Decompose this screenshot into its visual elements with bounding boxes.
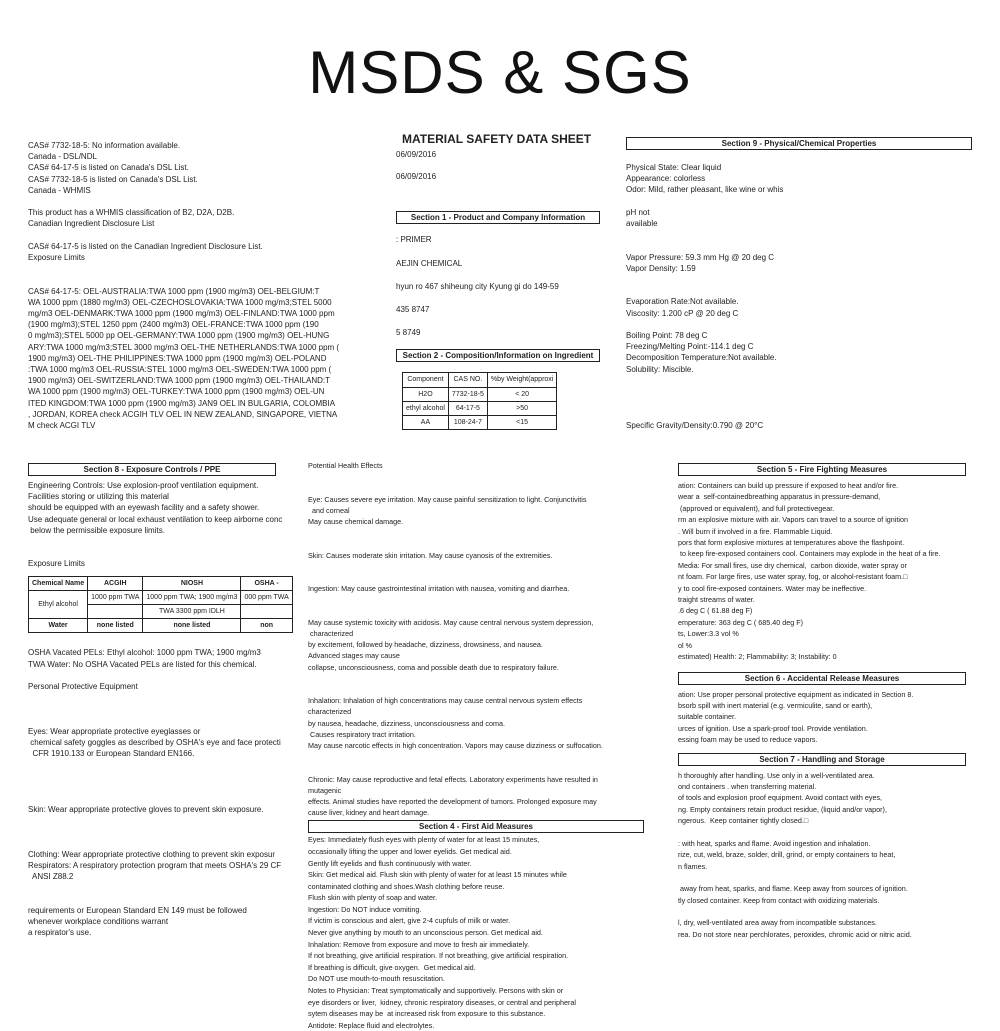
text-line: [308, 762, 644, 773]
text-line: , JORDAN, KOREA check ACGIH TLV OEL IN NEW ZEALAND, SINGAPORE, VIETNA: [28, 409, 338, 419]
composition-header-row: [403, 373, 557, 387]
text-line: Eye: Causes severe eye irritation. May cause painful sensitization to light. Conjunctivitis: [308, 494, 587, 504]
text-line: Advanced stages may cause: [308, 651, 400, 661]
text-line: : with heat, sparks and flame. Avoid ingestion and inhalation.: [678, 838, 871, 848]
text-line: Odor: Mild, rather pleasant, like wine or whis: [626, 185, 784, 195]
text-line: WA 1000 ppm (1900 mg/m3) OEL-TURKEY:TWA 1000 ppm (1900 mg/m3) OEL-UN: [28, 387, 325, 397]
text-line: Eyes: Immediately flush eyes with plenty of water for at least 15 minutes,: [308, 835, 540, 845]
doc-fragment-health-first-aid: [308, 460, 644, 1030]
col-chemical-name: Chemical Name: [29, 576, 88, 590]
text-line: Flush skin with plenty of soap and water.: [308, 893, 438, 903]
section-5-lines: [678, 480, 966, 663]
phone-number: 435 8747: [396, 305, 430, 315]
text-line: [28, 838, 276, 849]
text-line: and corneal: [308, 505, 350, 515]
table-cell: 1000 ppm TWA; 1900 mg/m3: [143, 590, 241, 604]
table-cell: 7732-18-5: [448, 387, 487, 401]
text-line: [28, 547, 276, 558]
text-line: CAS# 64-17-5: OEL-AUSTRALIA:TWA 1000 ppm (1900 mg/m3) OEL-BELGIUM:T: [28, 286, 320, 296]
text-line: ITED KINGDOM:TWA 1000 ppm (1900 mg/m3) JAN9 OEL IN BULGARIA, COLOMBIA: [28, 398, 336, 408]
text-line: [308, 471, 644, 482]
text-line: ation: Containers can build up pressure if exposed to heat and/or fire.: [678, 481, 899, 490]
text-line: pors that form explosive mixtures at temperatures above the flashpoint.: [678, 538, 905, 548]
text-line: [28, 883, 276, 894]
text-line: Ingestion: Do NOT induce vomiting.: [308, 904, 422, 914]
table-cell: H2O: [403, 387, 449, 401]
text-line: Canadian Ingredient Disclosure List: [28, 219, 155, 229]
text-line: May cause systemic toxicity with acidosis. May cause central nervous system depression,: [308, 617, 594, 627]
exposure-limits-table: [28, 576, 293, 634]
section-6-lines: [678, 689, 966, 746]
text-line: estimated) Health: 2; Flammability: 3; Instability: 0: [678, 652, 837, 662]
text-line: pH not: [626, 207, 650, 217]
text-line: Canada - WHMIS: [28, 185, 91, 195]
text-line: Decomposition Temperature:Not available.: [626, 353, 777, 363]
section-8-lines-a: [28, 480, 283, 570]
text-line: Skin: Wear appropriate protective gloves to prevent skin exposure.: [28, 805, 264, 815]
section-1-heading: Section 1 - Product and Company Information: [396, 211, 600, 224]
text-line: Inhalation: Remove from exposure and move to fresh air immediately.: [308, 939, 530, 949]
text-line: ol %: [678, 640, 692, 650]
col-weight: %by Weight(approxi: [487, 373, 557, 387]
first-aid-lines: [308, 834, 644, 1031]
text-line: [28, 782, 276, 793]
company-address: hyun ro 467 shiheung city Kyung gi do 149-59: [396, 281, 559, 291]
text-line: Media: For small fires, use dry chemical, carbon dioxide, water spray or: [678, 560, 907, 570]
text-line: 1900 mg/m3) OEL-SWITZERLAND:TWA 1000 ppm (1900 mg/m3) OEL-THAILAND:T: [28, 376, 331, 386]
text-line: [28, 703, 276, 714]
text-line: [28, 827, 276, 838]
doc-fragment-sections-5-7: [678, 460, 966, 940]
text-line: n flames.: [678, 861, 708, 871]
text-line: WA 1000 ppm (1880 mg/m3) OEL-CZECHOSLOVAKIA:TWA 1000 mg/m3;STEL 5000: [28, 297, 332, 307]
text-line: 0 mg/m3);STEL 5000 pp OEL-GERMANY:TWA 1000 ppm (1900 mg/m3) OEL-HUNG: [28, 331, 330, 341]
product-name: : PRIMER: [396, 235, 432, 245]
text-line: May cause chemical damage.: [308, 516, 404, 526]
text-line: tly closed container. Keep from contact with oxidizing materials.: [678, 895, 880, 905]
text-line: ts, Lower:3.3 vol %: [678, 629, 739, 639]
text-line: rize, cut, weld, braze, solder, drill, grind, or empty containers to heat,: [678, 850, 896, 860]
text-line: Skin: Causes moderate skin irritation. May cause cyanosis of the extremities.: [308, 550, 553, 560]
text-line: wear a self-containedbreathing apparatus in pressure-demand,: [678, 492, 881, 502]
table-cell: 1000 ppm TWA: [88, 590, 143, 604]
text-line: Specific Gravity/Density:0.790 @ 20°C: [626, 420, 764, 430]
table-cell: >50: [487, 401, 557, 415]
text-line: l, dry, well-ventilated area away from incompatible substances.: [678, 918, 877, 928]
table-row: [29, 619, 293, 633]
text-line: [678, 906, 966, 917]
text-line: Causes respiratory tract irritation.: [308, 729, 416, 739]
text-line: Vapor Density: 1.59: [626, 263, 696, 273]
text-line: CAS# 64-17-5 is listed on Canada's DSL List.: [28, 163, 189, 173]
text-line: Use adequate general or local exhaust ventilation to keep airborne conc: [28, 514, 283, 524]
col-osha: OSHA -: [241, 576, 292, 590]
text-line: [28, 536, 276, 547]
text-line: ANSI Z88.2: [28, 872, 74, 882]
text-line: essing foam may be used to reduce vapors.: [678, 735, 818, 745]
text-line: y to cool fire-exposed containers. Water may be ineffective.: [678, 583, 867, 593]
table-cell: AA: [403, 416, 449, 430]
text-line: occasionally lifting the upper and lower eyelids. Get medical aid.: [308, 846, 512, 856]
text-line: Potential Health Effects: [308, 461, 383, 470]
text-line: away from heat, sparks, and flame. Keep away from sources of ignition.: [678, 884, 908, 894]
text-line: [308, 482, 644, 493]
text-line: Vapor Pressure: 59.3 mm Hg @ 20 deg C: [626, 252, 775, 262]
regulatory-lines: [28, 140, 340, 431]
doc-fragment-msds-header: [396, 132, 600, 428]
section-7-lines: [678, 770, 966, 940]
text-line: mg/m3 OEL-DENMARK:TWA 1000 ppm (1900 mg/m3) OEL-FINLAND:TWA 1000 ppm: [28, 308, 335, 318]
text-line: eye disorders or liver, kidney, chronic respiratory diseases, or central and peripheral: [308, 997, 576, 1007]
table-cell: 000 ppm TWA: [241, 590, 292, 604]
text-line: Antidote: Replace fluid and electrolytes.: [308, 1020, 435, 1030]
table-cell: 64-17-5: [448, 401, 487, 415]
text-line: [308, 561, 644, 572]
table-cell: Water: [29, 619, 88, 633]
text-line: . Will burn if involved in a fire. Flammable Liquid.: [678, 526, 833, 536]
col-acgih: ACGIH: [88, 576, 143, 590]
text-line: :TWA 1000 mg/m3 OEL-RUSSIA:STEL 1000 mg/m3 OEL-SWEDEN:TWA 1000 ppm (: [28, 365, 332, 374]
text-line: Notes to Physician: Treat symptomatically and supportively. Persons with skin or: [308, 986, 564, 996]
text-line: [626, 397, 972, 408]
table-cell: < 20: [487, 387, 557, 401]
table-cell: 108-24-7: [448, 416, 487, 430]
section-7-heading: Section 7 - Handling and Storage: [678, 753, 966, 766]
text-line: OSHA Vacated PELs: Ethyl alcohol: 1000 ppm TWA; 1900 mg/m3: [28, 648, 261, 658]
section-4-heading: Section 4 - First Aid Measures: [308, 820, 644, 833]
text-line: [626, 386, 972, 397]
text-line: mutagenic: [308, 785, 342, 795]
text-line: [678, 872, 966, 883]
text-line: contaminated clothing and shoes.Wash clothing before reuse.: [308, 881, 505, 891]
text-line: characterized: [308, 707, 352, 717]
text-line: CAS# 7732-18-5 is listed on Canada's DSL List.: [28, 174, 198, 184]
table-cell: none listed: [88, 619, 143, 633]
text-line: should be equipped with an eyewash facility and a safety shower.: [28, 503, 260, 513]
text-line: Evaporation Rate:Not available.: [626, 297, 739, 307]
text-line: Boiling Point: 78 deg C: [626, 330, 708, 340]
text-line: CAS# 7732-18-5: No information available.: [28, 141, 181, 150]
text-line: bsorb spill with inert material (e.g. vermiculite, sand or earth),: [678, 700, 873, 710]
text-line: of tools and explosion proof equipment. Avoid contact with eyes,: [678, 793, 883, 803]
text-line: rm an explosive mixture with air. Vapors can travel to a source of ignition: [678, 515, 908, 525]
text-line: rea. Do not store near perchlorates, peroxides, chromic acid or nitric acid.: [678, 929, 912, 939]
doc-fragment-section-8: [28, 460, 289, 938]
company-name: AEJIN CHEMICAL: [396, 258, 463, 268]
text-line: [28, 263, 324, 274]
text-line: Gently lift eyelids and flush continuously with water.: [308, 858, 472, 868]
text-line: Respirators: A respiratory protection program that meets OSHA's 29 CF: [28, 861, 282, 871]
text-line: Facilities storing or utilizing this material: [28, 492, 169, 502]
table-cell: [88, 605, 143, 619]
text-line: ng. Empty containers retain product residue, (liquid and/or vapor),: [678, 804, 887, 814]
doc-fragment-section-9: [626, 134, 972, 430]
text-line: emperature: 363 deg C ( 685.40 deg F): [678, 617, 804, 627]
table-cell: [241, 605, 292, 619]
text-line: Engineering Controls: Use explosion-proof ventilation equipment.: [28, 481, 259, 490]
table-cell: Ethyl alcohol: [29, 590, 88, 618]
text-line: [626, 319, 972, 330]
section-9-lines: [626, 162, 972, 431]
text-line: a respirator's use.: [28, 928, 92, 938]
text-line: ation: Use proper personal protective equipment as indicated in Section 8.: [678, 689, 914, 699]
text-line: If breathing is difficult, give oxygen. Get medical aid.: [308, 962, 476, 972]
text-line: requirements or European Standard EN 149 must be followed: [28, 905, 247, 915]
section-2-heading: Section 2 - Composition/Information on Ingredient: [396, 349, 600, 362]
text-line: [28, 230, 324, 241]
col-cas-no: CAS NO.: [448, 373, 487, 387]
fax-number: 5 8749: [396, 328, 421, 338]
text-line: collapse, unconsciousness, coma and possible death due to respiratory failure.: [308, 662, 559, 672]
text-line: Never give anything by mouth to an unconscious person. Get medical aid.: [308, 928, 543, 938]
health-effects-lines: [308, 460, 644, 818]
text-line: [308, 527, 644, 538]
text-line: Do NOT use mouth-to-mouth resuscitation.: [308, 974, 445, 984]
text-line: (approved or equivalent), and full protectivegear.: [678, 503, 835, 513]
table-cell: non: [241, 619, 292, 633]
table-row: [403, 401, 557, 415]
text-line: [28, 196, 324, 207]
text-line: [626, 408, 972, 419]
text-line: .6 deg C ( 61.88 deg F): [678, 606, 753, 616]
table-cell: TWA 3300 ppm IDLH: [143, 605, 241, 619]
text-line: urces of ignition. Use a spark-proof tool. Provide ventilation.: [678, 723, 868, 733]
revision-date: 06/09/2016: [396, 150, 437, 159]
text-line: M check ACGI TLV: [28, 421, 96, 431]
text-line: [678, 827, 966, 838]
text-line: by nausea, headache, dizziness, unconsciousness and coma.: [308, 718, 505, 728]
text-line: [626, 229, 972, 240]
text-line: h thoroughly after handling. Use only in a well-ventilated area.: [678, 770, 875, 780]
text-line: suitable container.: [678, 712, 736, 722]
table-row: [29, 590, 293, 604]
text-line: Canada - DSL/NDL: [28, 152, 97, 162]
text-line: cause liver, kidney and heart damage.: [308, 808, 430, 818]
text-line: [28, 670, 276, 681]
text-line: [308, 538, 644, 549]
text-line: Skin: Get medical aid. Flush skin with plenty of water for at least 15 minutes while: [308, 870, 567, 880]
text-line: CAS# 64-17-5 is listed on the Canadian Ingredient Disclosure List.: [28, 241, 263, 251]
text-line: [308, 606, 644, 617]
table-cell: none listed: [143, 619, 241, 633]
text-line: to keep fire-exposed containers cool. Containers may explode in the heat of a fire.: [678, 549, 941, 559]
text-line: [308, 594, 644, 605]
text-line: [626, 285, 972, 296]
text-line: [308, 673, 644, 684]
exposure-header-row: [29, 576, 293, 590]
text-line: effects. Animal studies have reported the development of tumors. Prolonged exposure may: [308, 796, 597, 806]
text-line: 1900 mg/m3) OEL-THE PHILIPPINES:TWA 1000 ppm (1900 mg/m3) OEL-POLAND: [28, 353, 327, 363]
col-niosh: NIOSH: [143, 576, 241, 590]
text-line: [626, 196, 972, 207]
text-line: ond containers . when transferring material.: [678, 781, 817, 791]
issue-date: 06/09/2016: [396, 172, 437, 182]
text-line: Ingestion: May cause gastrointestinal irritation with nausea, vomiting and diarrhea.: [308, 584, 570, 594]
table-cell: ethyl alcohol: [403, 401, 449, 415]
text-line: [28, 274, 324, 285]
text-line: nt foam. For large fires, use water spray, fog, or alcohol-resistant foam.□: [678, 572, 908, 582]
text-line: [626, 240, 972, 251]
text-line: below the permissible exposure limits.: [28, 525, 165, 535]
text-line: [626, 274, 972, 285]
text-line: Exposure Limits: [28, 253, 85, 262]
section-5-heading: Section 5 - Fire Fighting Measures: [678, 463, 966, 476]
text-line: Personal Protective Equipment: [28, 682, 138, 691]
text-line: ARY:TWA 1000 mg/m3;STEL 3000 mg/m3 OEL-THE NETHERLANDS:TWA 1000 ppm (: [28, 342, 340, 352]
text-line: Exposure Limits: [28, 559, 85, 569]
table-row: [403, 416, 557, 430]
text-line: Physical State: Clear liquid: [626, 163, 722, 172]
section-8-heading: Section 8 - Exposure Controls / PPE: [28, 463, 276, 476]
text-line: Clothing: Wear appropriate protective clothing to prevent skin exposur: [28, 849, 276, 859]
text-line: Inhalation: Inhalation of high concentrations may cause central nervous system effects: [308, 696, 583, 706]
text-line: CFR 1910.133 or European Standard EN166.: [28, 749, 195, 759]
text-line: [308, 572, 644, 583]
text-line: ngerous. Keep container tightly closed.□: [678, 816, 809, 826]
text-line: chemical safety goggles as described by OSHA's eye and face protecti: [28, 737, 281, 747]
section-8-lines-b: [28, 647, 282, 938]
text-line: [626, 375, 972, 386]
text-line: Freezing/Melting Point:-114.1 deg C: [626, 342, 754, 352]
table-row: [403, 387, 557, 401]
text-line: Appearance: colorless: [626, 174, 706, 184]
text-line: This product has a WHMIS classification of B2, D2A, D2B.: [28, 208, 235, 218]
composition-table: [402, 372, 557, 430]
text-line: available: [626, 219, 658, 228]
text-line: (1900 mg/m3);STEL 1250 ppm (2400 mg/m3) OEL-FRANCE:TWA 1000 ppm (190: [28, 320, 319, 330]
page-title: MSDS & SGS: [308, 39, 692, 106]
col-component: Component: [403, 373, 449, 387]
text-line: May cause narcotic effects in high concentration. Vapors may cause dizziness or suffocation.: [308, 740, 603, 750]
text-line: [28, 715, 276, 726]
text-line: If victim is conscious and alert, give 2-4 cupfuls of milk or water.: [308, 916, 511, 926]
text-line: traight streams of water.: [678, 595, 755, 605]
text-line: [308, 684, 644, 695]
text-line: [28, 793, 276, 804]
text-line: Solubility: Miscible.: [626, 364, 694, 374]
text-line: [28, 815, 276, 826]
msds-heading: MATERIAL SAFETY DATA SHEET: [402, 132, 592, 146]
text-line: TWA Water: No OSHA Vacated PELs are listed for this chemical.: [28, 659, 257, 669]
doc-fragment-regulatory: [28, 140, 340, 431]
text-line: Viscosity: 1.200 cP @ 20 deg C: [626, 308, 739, 318]
section-9-heading: Section 9 - Physical/Chemical Properties: [626, 137, 972, 150]
text-line: [28, 759, 276, 770]
text-line: If not breathing, give artificial respiration. If not breathing, give artificial respiration.: [308, 951, 569, 961]
text-line: Eyes: Wear appropriate protective eyeglasses or: [28, 726, 201, 736]
table-cell: <15: [487, 416, 557, 430]
section-6-heading: Section 6 - Accidental Release Measures: [678, 672, 966, 685]
text-line: sytem diseases may be at increased risk from exposure to this substance.: [308, 1009, 546, 1019]
text-line: [28, 771, 276, 782]
text-line: by excitement, followed by headache, dizziness, drowsiness, and nausea.: [308, 640, 543, 650]
text-line: whenever workplace conditions warrant: [28, 917, 169, 927]
text-line: Chronic: May cause reproductive and fetal effects. Laboratory experiments have resulted in: [308, 774, 598, 784]
text-line: [28, 894, 276, 905]
text-line: characterized: [308, 628, 354, 638]
text-line: [28, 692, 276, 703]
text-line: [308, 751, 644, 762]
